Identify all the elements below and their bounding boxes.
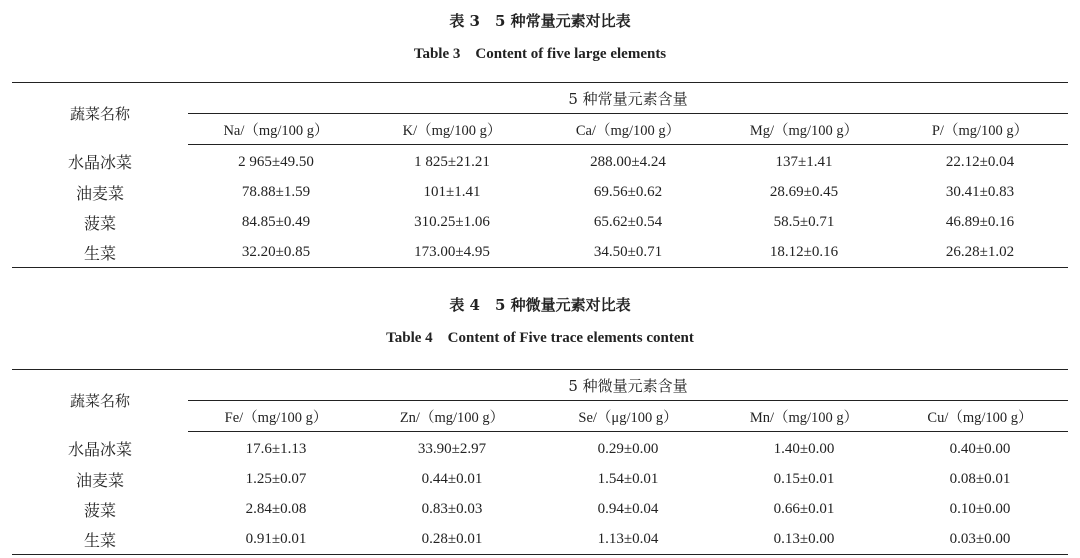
- table-cell: 288.00±4.24: [590, 153, 666, 170]
- table4-caption-cn: 表 4 5 种微量元素对比表: [449, 296, 631, 314]
- table-cell: 1.40±0.00: [773, 440, 835, 457]
- table-row: [12, 432, 1068, 465]
- table-cell: 0.08±0.01: [949, 470, 1011, 487]
- table-row: [12, 237, 1068, 268]
- table4-caption-en: Table 4 Content of Five trace elements content: [386, 330, 694, 346]
- table-cell: 32.20±0.85: [188, 237, 364, 268]
- table-row: [12, 494, 1068, 524]
- table-cell: 310.25±1.06: [414, 213, 490, 230]
- table-cell: 0.13±0.00: [716, 524, 892, 555]
- vegetable-name: 菠菜: [83, 213, 116, 233]
- table-cell: 26.28±1.02: [892, 237, 1068, 268]
- table4-col-header: Cu/（mg/100 g）: [892, 401, 1068, 432]
- table-cell: 173.00±4.95: [364, 237, 540, 268]
- table-cell: 1.54±0.01: [597, 470, 659, 487]
- table3-col-header: Ca/（mg/100 g）: [540, 114, 716, 145]
- table-cell: 1.13±0.04: [540, 524, 716, 555]
- table-cell: 0.66±0.01: [773, 500, 835, 517]
- table-cell: 1.25±0.07: [245, 470, 307, 487]
- table-cell: 0.94±0.04: [597, 500, 659, 517]
- table-cell: 58.5±0.71: [773, 213, 835, 230]
- table-cell: 17.6±1.13: [245, 440, 307, 457]
- table-cell: 2.84±0.08: [245, 500, 307, 517]
- table-cell: 22.12±0.04: [945, 153, 1015, 170]
- table-cell: 0.10±0.00: [949, 500, 1011, 517]
- table4-col-header: Fe/（mg/100 g）: [188, 401, 364, 432]
- table-row: [12, 464, 1068, 494]
- table3-group-header: 5 种常量元素含量: [188, 83, 1068, 114]
- table-cell: 65.62±0.54: [593, 213, 663, 230]
- table-cell: 33.90±2.97: [417, 440, 487, 457]
- table-cell: 2 965±49.50: [238, 153, 314, 170]
- vegetable-name: 油麦菜: [75, 470, 124, 490]
- table4-group-header: 5 种微量元素含量: [188, 370, 1068, 401]
- table3-col-header: P/（mg/100 g）: [892, 114, 1068, 145]
- table3-caption-en: Table 3 Content of five large elements: [413, 46, 667, 62]
- table-row: [12, 177, 1068, 207]
- table-cell: 18.12±0.16: [716, 237, 892, 268]
- table3-caption-cn: 表 3 5 种常量元素对比表: [449, 12, 631, 30]
- table4-col-header: Zn/（mg/100 g）: [364, 401, 540, 432]
- table-cell: 0.03±0.00: [892, 524, 1068, 555]
- table-row: [12, 207, 1068, 237]
- table-cell: 84.85±0.49: [241, 213, 311, 230]
- table-cell: 0.83±0.03: [421, 500, 483, 517]
- table4-col-header: Mn/（mg/100 g）: [716, 401, 892, 432]
- table-cell: 46.89±0.16: [945, 213, 1015, 230]
- vegetable-name: 水晶冰菜: [67, 153, 132, 173]
- table-cell: 78.88±1.59: [241, 183, 311, 200]
- vegetable-name: 菠菜: [83, 500, 116, 520]
- table-row: [12, 524, 1068, 555]
- vegetable-name: 生菜: [12, 524, 188, 555]
- vegetable-name: 生菜: [12, 237, 188, 268]
- table-cell: 101±1.41: [423, 183, 481, 200]
- table3-col-header: Mg/（mg/100 g）: [716, 114, 892, 145]
- table-cell: 34.50±0.71: [540, 237, 716, 268]
- table4-row-header: 蔬菜名称: [12, 370, 188, 432]
- table-cell: 0.44±0.01: [421, 470, 483, 487]
- table3-row-header: 蔬菜名称: [12, 83, 188, 145]
- table-cell: 137±1.41: [775, 153, 833, 170]
- table-cell: 0.40±0.00: [949, 440, 1011, 457]
- table3-col-header: K/（mg/100 g）: [364, 114, 540, 145]
- table-cell: 0.15±0.01: [773, 470, 835, 487]
- table3: [12, 82, 1068, 268]
- table-cell: 30.41±0.83: [945, 183, 1015, 200]
- vegetable-name: 油麦菜: [75, 183, 124, 203]
- table-cell: 28.69±0.45: [769, 183, 839, 200]
- table-cell: 0.28±0.01: [364, 524, 540, 555]
- table-cell: 0.29±0.00: [597, 440, 659, 457]
- table-cell: 1 825±21.21: [414, 153, 490, 170]
- table-cell: 0.91±0.01: [188, 524, 364, 555]
- vegetable-name: 水晶冰菜: [67, 440, 132, 460]
- table3-col-header: Na/（mg/100 g）: [188, 114, 364, 145]
- table-cell: 69.56±0.62: [593, 183, 663, 200]
- table4: [12, 369, 1068, 555]
- table-row: [12, 145, 1068, 178]
- table4-col-header: Se/（μg/100 g）: [540, 401, 716, 432]
